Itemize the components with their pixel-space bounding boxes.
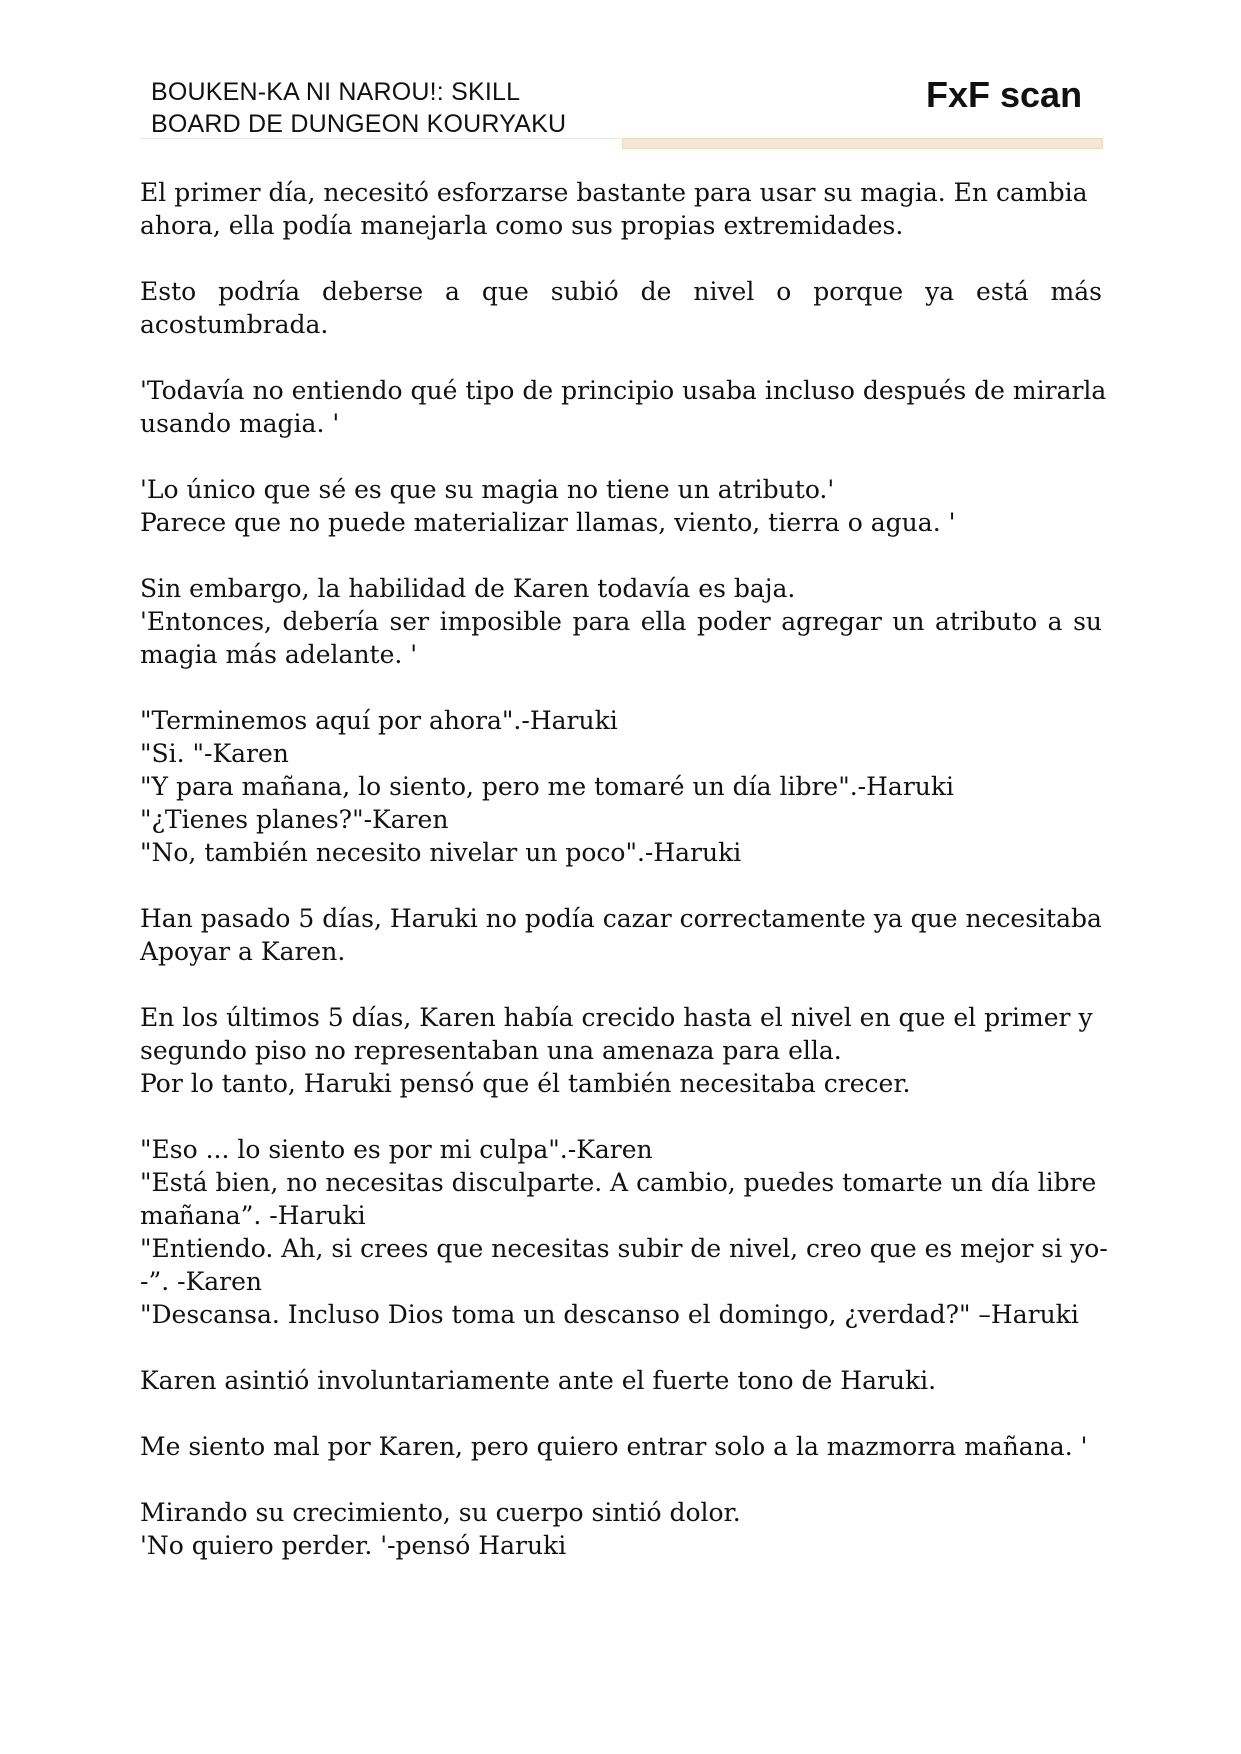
text-line: "No, también necesito nivelar un poco".-Haruki [140,838,742,867]
novel-title [151,76,671,140]
text-line: Esto podría deberse a que subió de nivel o porque ya está más [140,277,1102,306]
text-line: "Entiendo. Ah, si crees que necesitas subir de nivel, creo que es mejor si yo- [140,1234,1108,1263]
text-line: "Y para mañana, lo siento, pero me tomaré un día libre".-Haruki [140,772,955,801]
text-line: "Está bien, no necesitas disculparte. A cambio, puedes tomarte un día libre [140,1168,1097,1197]
text-line: "¿Tienes planes?"-Karen [140,805,449,834]
paragraph [140,473,1102,539]
text-line: Han pasado 5 días, Haruki no podía cazar correctamente ya que necesitaba [140,904,1102,933]
text-line: Por lo tanto, Haruki pensó que él también necesitaba crecer. [140,1069,911,1098]
text-line: 'No quiero perder. '-pensó Haruki [140,1531,567,1560]
text-line: segundo piso no representaban una amenaza para ella. [140,1036,842,1065]
text-line: En los últimos 5 días, Karen había crecido hasta el nivel en que el primer y [140,1003,1093,1032]
text-line: Me siento mal por Karen, pero quiero entrar solo a la mazmorra mañana. ' [140,1432,1088,1461]
novel-title-line-2: BOARD DE DUNGEON KOURYAKU [151,110,567,138]
text-line: magia más adelante. ' [140,640,418,669]
paragraph [140,1133,1108,1331]
text-line: Mirando su crecimiento, su cuerpo sintió dolor. [140,1498,741,1527]
paragraph [140,572,1102,671]
paragraph [140,1364,1102,1397]
text-line: ahora, ella podía manejarla como sus propias extremidades. [140,211,904,240]
text-line: -”. -Karen [140,1267,262,1296]
text-line: "Terminemos aquí por ahora".-Haruki [140,706,618,735]
text-line: "Si. "-Karen [140,739,289,768]
paragraph [140,176,1102,242]
text-line: usando magia. ' [140,409,340,438]
text-line: "Eso ... lo siento es por mi culpa".-Karen [140,1135,653,1164]
paragraph [140,902,1102,968]
paragraph [140,1430,1102,1463]
text-line: "Descansa. Incluso Dios toma un descanso el domingo, ¿verdad?" –Haruki [140,1300,1079,1329]
paragraph [140,1496,1102,1562]
scanlator-brand: FxF scan [926,74,1083,115]
header-divider-right [622,138,1103,149]
paragraph [140,275,1102,341]
paragraph [140,1001,1102,1100]
text-line: Parece que no puede materializar llamas, viento, tierra o agua. ' [140,508,956,537]
text-line: Karen asintió involuntariamente ante el fuerte tono de Haruki. [140,1366,937,1395]
header-divider-left [140,138,620,139]
text-line: Apoyar a Karen. [140,937,346,966]
text-line: acostumbrada. [140,310,329,339]
body-text [140,176,1108,1595]
text-line: 'Entonces, debería ser imposible para ella poder agregar un atributo a su [140,607,1102,636]
text-line: 'Todavía no entiendo qué tipo de principio usaba incluso después de mirarla [140,376,1107,405]
paragraph [140,374,1107,440]
text-line: 'Lo único que sé es que su magia no tiene un atributo.' [140,475,835,504]
novel-title-line-1: BOUKEN-KA NI NAROU!: SKILL [151,78,521,106]
text-line: mañana”. -Haruki [140,1201,366,1230]
paragraph [140,704,1102,869]
text-line: El primer día, necesitó esforzarse bastante para usar su magia. En cambia [140,178,1088,207]
text-line: Sin embargo, la habilidad de Karen todavía es baja. [140,574,796,603]
